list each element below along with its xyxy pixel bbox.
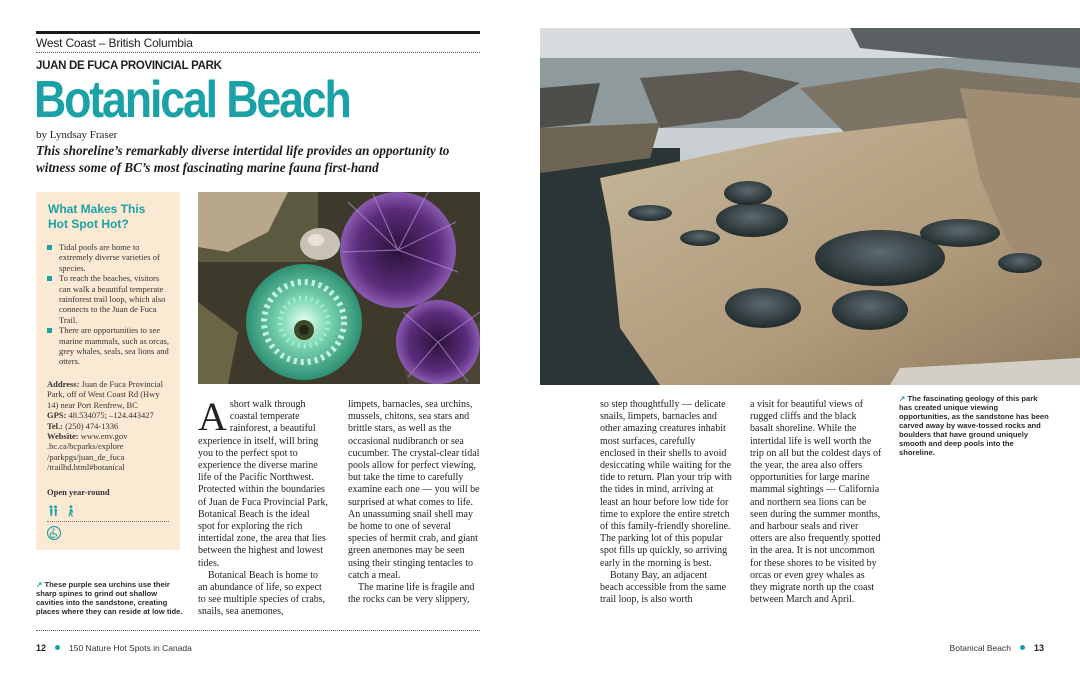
book-title: 150 Nature Hot Spots in Canada (69, 643, 192, 653)
urchin-2 (396, 300, 480, 384)
bullet-icon (47, 245, 52, 250)
sidebar-title: What Makes This Hot Spot Hot? (48, 202, 146, 231)
footer-left (36, 638, 192, 656)
bullet-icon (47, 328, 52, 333)
chapter-title: Botanical Beach (949, 643, 1011, 653)
sidebar-address: Address: Juan de Fuca Provincial Park, off of West Coast Rd (Hwy 14) near Port Renfrew, BC GPS: 48.534075; –124.443427 Tel.: (250) 474-1336 Website: www.env.gov .bc.ca/bcparks/explore /parkpgs/juan_de_fuca /trailhd.html#botanical (47, 378, 164, 473)
dot-icon (55, 645, 60, 650)
page-number: 13 (1033, 643, 1044, 653)
accessibility-row (47, 526, 169, 540)
body-column-4: a visit for beautiful views of rugged cliffs and the black basalt shoreline. While the intertidal life is well worth the trip on all but the coldest days of the year, the area also offers opportunities for large marine mammal sightings — California and northern sea lions can be seen during the summer months, and harbour seals and river otters are also frequently spotted in the area. It is not uncommon for these shores to be visited by orcas or even grey whales as they migrate north up the coast between March and April. (750, 399, 882, 606)
footer-right (950, 638, 1044, 656)
list-item: To reach the beaches, visitors can walk a beautiful temperate rainforest trail loop, which also connects to the Juan de Fuca Trail. (47, 273, 169, 325)
tide-pool-photo (540, 28, 1080, 385)
hiking-icon (47, 505, 59, 517)
byline: by Lyndsay Fraser (36, 129, 118, 141)
body-column-1: Ashort walk through coastal temperate rainforest, a beautiful experience in itself, will bring you to the perfect spot to experience the diverse marine life of the Pacific Northwest. Protected within the boundaries of Juan de Fuca Provincial Park, Botanical Beach is the ideal spot for exploring the rich intertidal zone, the area that lies between the highest and lowest tides. Botanical Beach is home to an abundance of life, so expect to see multiple species of crabs, snails, sea anemones, (198, 394, 328, 618)
list-item: There are opportunities to see marine mammals, such as orcas, grey whales, seals, sea lions and otters. (47, 325, 169, 367)
bullet-icon (47, 276, 52, 281)
page-title: Botanical Beach (34, 71, 350, 129)
amenity-icons (47, 505, 169, 517)
footer-rule-left (36, 630, 480, 631)
website-link[interactable]: www.env.gov .bc.ca/bcparks/explore /parkpgs/juan_de_fuca /trailhd.html#botanical (47, 430, 128, 473)
sidebar-divider (47, 521, 169, 522)
walking-icon (65, 505, 77, 517)
list-item: Tidal pools are home to extremely diverse varieties of species. (47, 242, 169, 273)
sidebar-list (47, 242, 169, 367)
deck: This shoreline’s remarkably diverse intertidal life provides an opportunity to witness some of BC’s most fascinating marine fauna first-hand (36, 143, 450, 175)
header-rule (36, 31, 480, 34)
dotted-rule (36, 52, 480, 53)
arrow-icon: ↗ (899, 394, 906, 403)
body-column-2: limpets, barnacles, sea urchins, mussels, chitons, sea stars and brittle stars, as well as the occasional nudibranch or sea cucumber. The crystal-clear tidal pools allow for perfect viewing, but take the time to carefully examine each one — you will be surprised at what comes to life. An unassuming snail shell may be home to one of several species of hermit crab, and giant green anemones may be seen using their stinging tentacles to catch a meal. The marine life is fragile and the rocks can be very slippery, (348, 399, 480, 606)
dot-icon (1020, 645, 1025, 650)
arrow-icon: ↗ (36, 580, 43, 589)
anemone (246, 264, 362, 380)
accessibility-icon (47, 526, 61, 540)
park-label: JUAN DE FUCA PROVINCIAL PARK (36, 60, 222, 72)
sidebar-box (36, 192, 180, 550)
drop-cap: A (198, 394, 227, 439)
sea-urchin-photo (198, 192, 480, 384)
urchin-caption: ↗ These purple sea urchins use their sharp spines to grind out shallow cavities into the sandstone, creating places where they can reside at low tide. (36, 580, 183, 616)
page-number: 12 (36, 643, 47, 653)
body-column-3: so step thoughtfully — delicate snails, limpets, barnacles and other amazing creatures inhabit most surfaces, carefully enclosed in their shells to avoid desiccating while waiting for the tide to return. Plan your trip with the tides in mind, arriving at least an hour before low tide for time to explore the entire stretch of this family-friendly shoreline. The parking lot of this popular spot fills up quickly, so arriving early in the morning is best. Botany Bay, an adjacent beach accessible from the same trail loop, is also worth (600, 399, 732, 606)
section-label: West Coast – British Columbia (36, 36, 193, 50)
hours-text: Open year-round (47, 486, 110, 497)
geology-caption: ↗ The fascinating geology of this park has created unique viewing opportunities, as the sandstone has been carved away by wave-tossed rocks and boulders that have ground uniquely smooth and deep pools into the shoreline. (899, 394, 1049, 457)
